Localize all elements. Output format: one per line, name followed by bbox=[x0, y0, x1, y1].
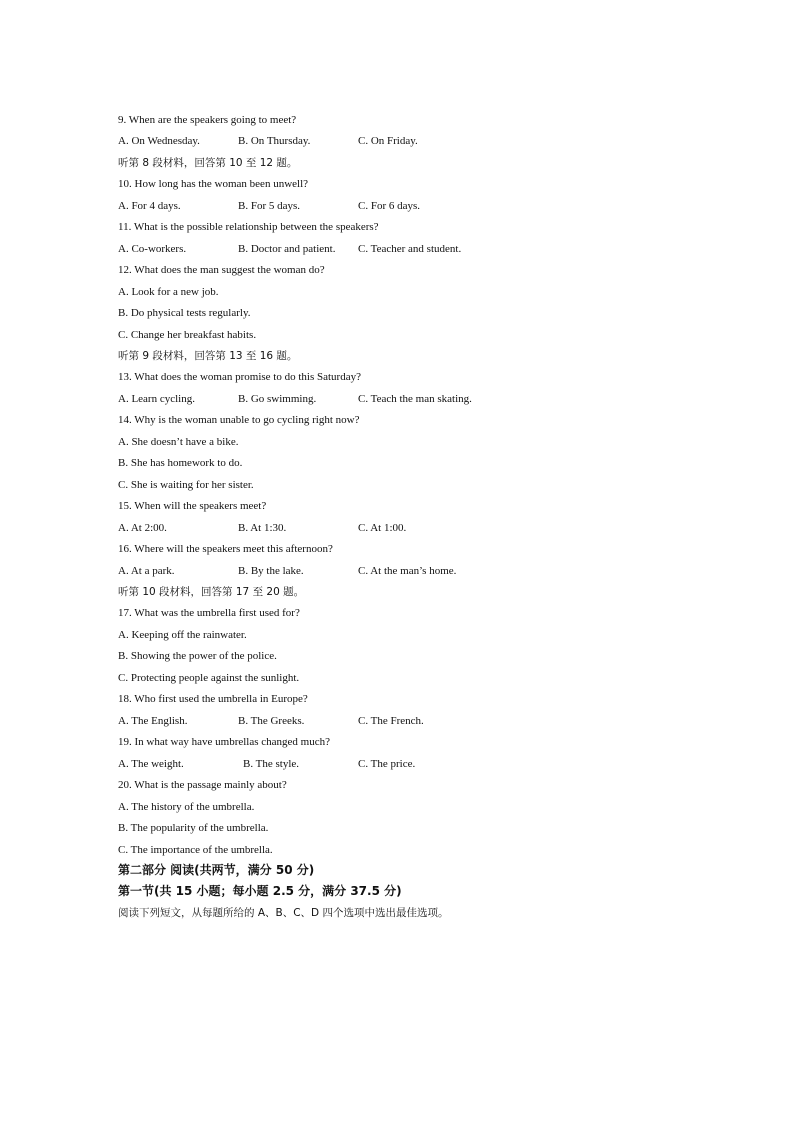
question-15: 15. When will the speakers meet? bbox=[118, 500, 267, 512]
options-9 bbox=[118, 134, 718, 148]
option-a: A. At a park. bbox=[118, 565, 175, 577]
option-b: B. The Greeks. bbox=[238, 715, 305, 727]
section-one-heading: 第一节(共 15 小题；每小题 2.5 分，满分 37.5 分) bbox=[118, 884, 402, 898]
option-c: C. The French. bbox=[358, 715, 424, 727]
question-20: 20. What is the passage mainly about? bbox=[118, 779, 287, 791]
option-c: C. Change her breakfast habits. bbox=[118, 329, 257, 341]
option-b: B. Go swimming. bbox=[238, 393, 317, 405]
option-b: B. She has homework to do. bbox=[118, 457, 243, 469]
question-12: 12. What does the man suggest the woman do? bbox=[118, 264, 325, 276]
question-16: 16. Where will the speakers meet this afternoon? bbox=[118, 543, 333, 555]
option-b: B. Showing the power of the police. bbox=[118, 650, 277, 662]
option-c: C. On Friday. bbox=[358, 135, 418, 147]
question-11: 11. What is the possible relationship between the speakers? bbox=[118, 221, 379, 233]
option-a: A. On Wednesday. bbox=[118, 135, 200, 147]
part-two-heading: 第二部分 阅读(共两节，满分 50 分) bbox=[118, 863, 315, 877]
option-a: A. Keeping off the rainwater. bbox=[118, 629, 247, 641]
section-8-instruction: 听第 8 段材料，回答第 10 至 12 题。 bbox=[118, 157, 298, 169]
option-c: C. At 1:00. bbox=[358, 522, 407, 534]
options-18 bbox=[118, 714, 718, 728]
options-15 bbox=[118, 521, 718, 535]
options-11 bbox=[118, 242, 718, 256]
option-c: C. Protecting people against the sunlight. bbox=[118, 672, 300, 684]
section-10-instruction: 听第 10 段材料，回答第 17 至 20 题。 bbox=[118, 586, 305, 598]
options-13 bbox=[118, 392, 718, 406]
reading-instruction: 阅读下列短文，从每题所给的 A、B、C、D 四个选项中选出最佳选项。 bbox=[118, 907, 449, 919]
option-c: C. The price. bbox=[358, 758, 416, 770]
option-b: B. The style. bbox=[243, 758, 300, 770]
question-17: 17. What was the umbrella first used for? bbox=[118, 607, 300, 619]
option-c: C. For 6 days. bbox=[358, 200, 421, 212]
option-b: B. For 5 days. bbox=[238, 200, 301, 212]
options-16 bbox=[118, 564, 718, 578]
option-c: C. She is waiting for her sister. bbox=[118, 479, 254, 491]
option-a: A. At 2:00. bbox=[118, 522, 167, 534]
option-b: B. The popularity of the umbrella. bbox=[118, 822, 269, 834]
options-10 bbox=[118, 199, 718, 213]
option-c: C. The importance of the umbrella. bbox=[118, 844, 273, 856]
option-c: C. Teacher and student. bbox=[358, 243, 462, 255]
option-c: C. Teach the man skating. bbox=[358, 393, 472, 405]
option-b: B. Do physical tests regularly. bbox=[118, 307, 251, 319]
option-a: A. For 4 days. bbox=[118, 200, 181, 212]
option-b: B. At 1:30. bbox=[238, 522, 287, 534]
option-a: A. Co-workers. bbox=[118, 243, 187, 255]
option-a: A. The English. bbox=[118, 715, 188, 727]
question-13: 13. What does the woman promise to do this Saturday? bbox=[118, 371, 361, 383]
option-b: B. Doctor and patient. bbox=[238, 243, 336, 255]
option-a: A. The weight. bbox=[118, 758, 184, 770]
option-a: A. Look for a new job. bbox=[118, 286, 219, 298]
option-a: A. She doesn’t have a bike. bbox=[118, 436, 239, 448]
section-9-instruction: 听第 9 段材料，回答第 13 至 16 题。 bbox=[118, 350, 298, 362]
question-10: 10. How long has the woman been unwell? bbox=[118, 178, 309, 190]
question-9: 9. When are the speakers going to meet? bbox=[118, 114, 297, 126]
option-b: B. By the lake. bbox=[238, 565, 304, 577]
question-19: 19. In what way have umbrellas changed much? bbox=[118, 736, 330, 748]
options-19 bbox=[118, 757, 718, 771]
option-a: A. Learn cycling. bbox=[118, 393, 195, 405]
question-18: 18. Who first used the umbrella in Europe? bbox=[118, 693, 308, 705]
question-14: 14. Why is the woman unable to go cycling right now? bbox=[118, 414, 360, 426]
option-c: C. At the man’s home. bbox=[358, 565, 457, 577]
option-a: A. The history of the umbrella. bbox=[118, 801, 255, 813]
option-b: B. On Thursday. bbox=[238, 135, 311, 147]
